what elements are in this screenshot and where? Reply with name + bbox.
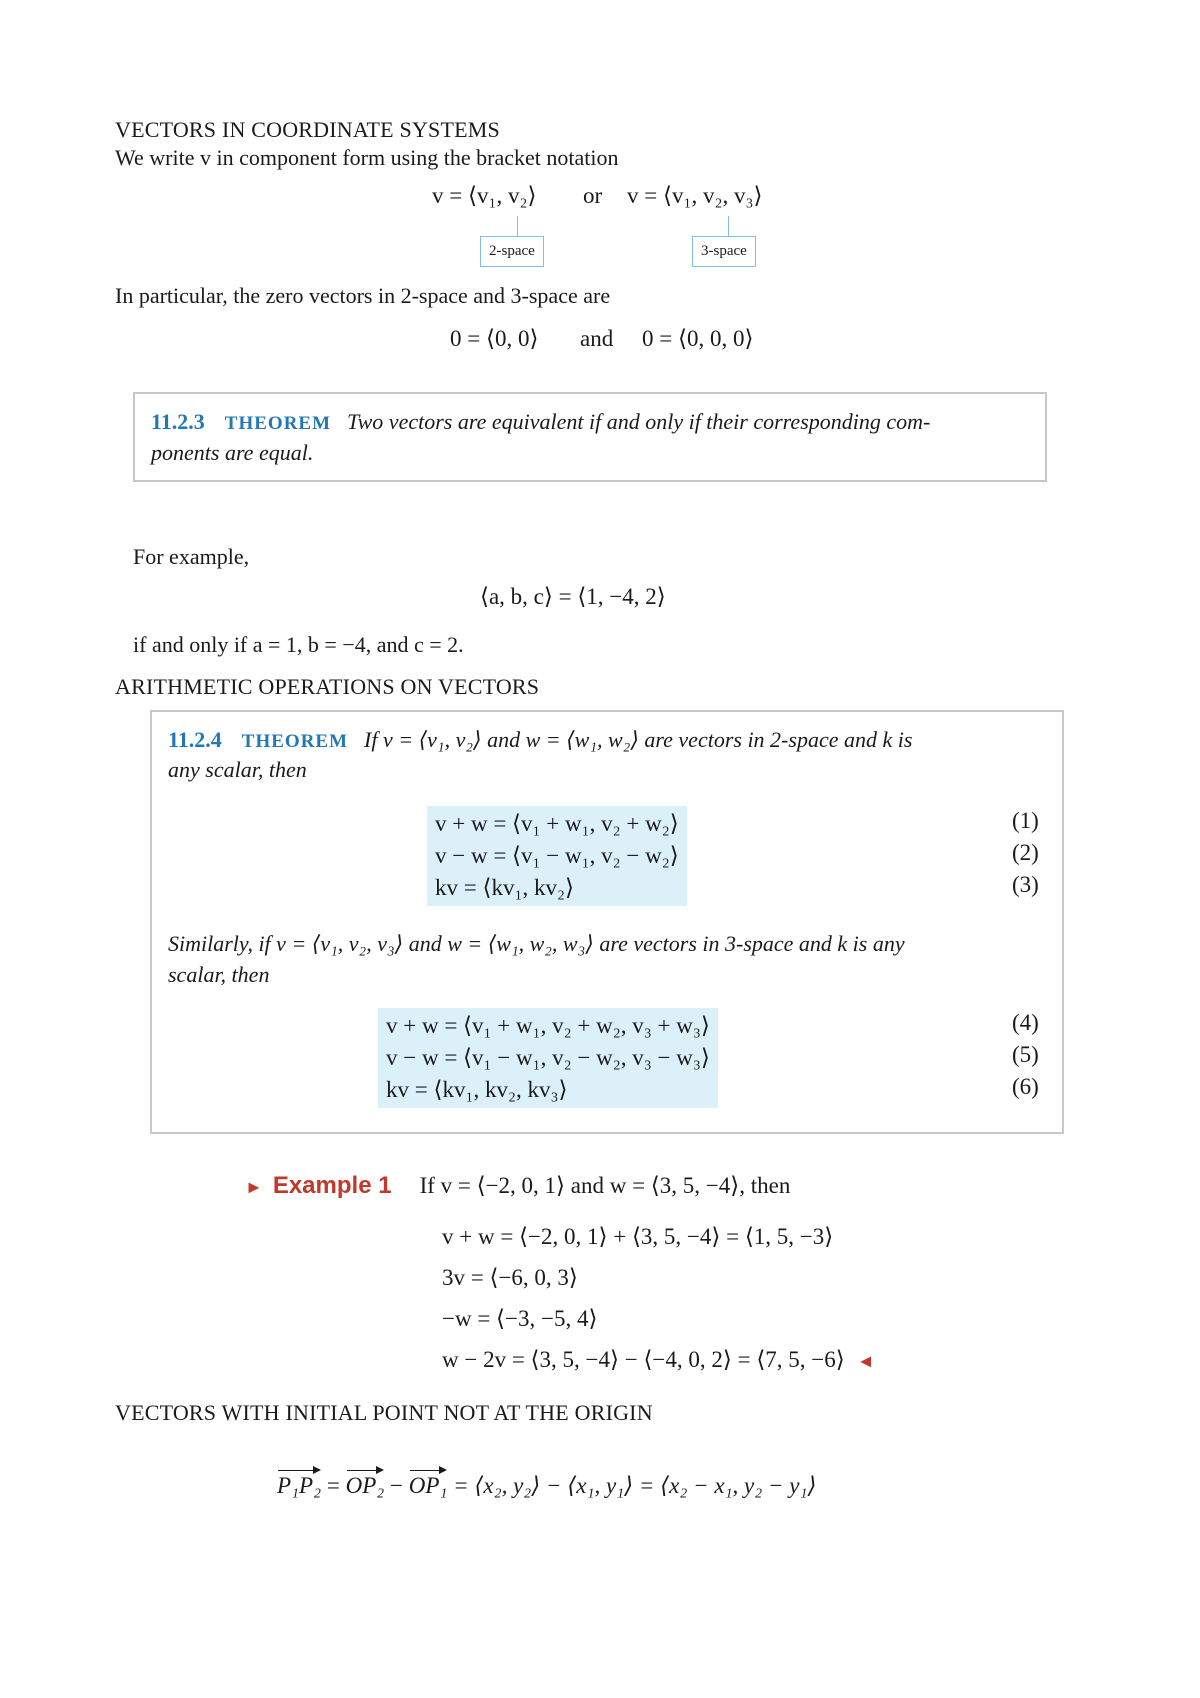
vector-op2: OP₂ bbox=[345, 1473, 385, 1498]
theorem-statement-line1: Two vectors are equivalent if and only if their corresponding com- bbox=[347, 409, 931, 434]
equation-4: v + w = ⟨v₁ + w₁, v₂ + w₂, v₃ + w₃⟩ bbox=[386, 1013, 710, 1038]
equation-3: kv = ⟨kv₁, kv₂⟩ bbox=[435, 875, 574, 900]
initial-point-formula bbox=[277, 1473, 816, 1499]
formula-rest: = ⟨x₂, y₂⟩ − ⟨x₁, y₁⟩ = ⟨x₂ − x₁, y₂ − y₁⟩ bbox=[453, 1473, 817, 1498]
label-connector-3space bbox=[728, 216, 729, 236]
label-3space: 3-space bbox=[692, 236, 756, 267]
example-line-1: v + w = ⟨−2, 0, 1⟩ + ⟨3, 5, −4⟩ = ⟨1, 5, −3⟩ bbox=[442, 1224, 834, 1249]
theorem-word: THEOREM bbox=[241, 731, 349, 752]
equivalence-condition: if and only if a = 1, b = −4, and c = 2. bbox=[133, 632, 464, 657]
zero-vectors-intro: In particular, the zero vectors in 2-space and 3-space are bbox=[115, 283, 611, 308]
component-form-3d: v = ⟨v₁, v₂, v₃⟩ bbox=[627, 183, 763, 208]
equation-number-6: (6) bbox=[1012, 1074, 1039, 1099]
zero-vector-3d: 0 = ⟨0, 0, 0⟩ bbox=[642, 326, 754, 351]
formula-minus: − bbox=[389, 1473, 403, 1498]
equations-3d-block bbox=[378, 1008, 718, 1108]
component-form-2d: v = ⟨v₁, v₂⟩ bbox=[432, 183, 537, 208]
theorem-number: 11.2.4 bbox=[168, 727, 222, 752]
theorem-11-2-3-box bbox=[133, 392, 1047, 482]
or-word: or bbox=[583, 183, 603, 208]
and-word: and bbox=[580, 326, 614, 351]
example-line-2: 3v = ⟨−6, 0, 3⟩ bbox=[442, 1265, 578, 1290]
bracket-notation-intro: We write v in component form using the bracket notation bbox=[115, 145, 619, 170]
example-1-lines bbox=[442, 1216, 875, 1382]
example-line-4 bbox=[442, 1339, 875, 1382]
theorem-statement-line2: ponents are equal. bbox=[151, 440, 314, 465]
equation-number-1: (1) bbox=[1012, 808, 1039, 833]
similarly-line1: Similarly, if v = ⟨v₁, v₂, v₃⟩ and w = ⟨w₁, w₂, w₃⟩ are vectors in 3-space and k is any bbox=[168, 931, 905, 956]
vector-op1: OP₁ bbox=[408, 1473, 448, 1498]
label-2space: 2-space bbox=[480, 236, 544, 267]
formula-equals: = bbox=[326, 1473, 340, 1498]
end-of-example-icon: ◄ bbox=[856, 1351, 875, 1371]
equivalence-equation: ⟨a, b, c⟩ = ⟨1, −4, 2⟩ bbox=[480, 584, 666, 609]
theorem-word: THEOREM bbox=[224, 413, 332, 434]
similarly-line2: scalar, then bbox=[168, 962, 270, 987]
example-line-4-text: w − 2v = ⟨3, 5, −4⟩ − ⟨−4, 0, 2⟩ = ⟨7, 5, −6⟩ bbox=[442, 1347, 845, 1372]
equation-number-5: (5) bbox=[1012, 1042, 1039, 1067]
example-1-header bbox=[245, 1172, 790, 1200]
theorem-intro-line1: If v = ⟨v₁, v₂⟩ and w = ⟨w₁, w₂⟩ are vectors in 2-space and k is bbox=[364, 727, 913, 752]
equation-number-4: (4) bbox=[1012, 1010, 1039, 1035]
heading-initial-point: VECTORS WITH INITIAL POINT NOT AT THE ORIGIN bbox=[115, 1400, 653, 1425]
equation-6: kv = ⟨kv₁, kv₂, kv₃⟩ bbox=[386, 1077, 568, 1102]
for-example-text: For example, bbox=[133, 544, 250, 569]
equation-5: v − w = ⟨v₁ − w₁, v₂ − w₂, v₃ − w₃⟩ bbox=[386, 1045, 710, 1070]
equations-2d-block bbox=[427, 806, 687, 906]
theorem-number: 11.2.3 bbox=[151, 409, 205, 434]
heading-arithmetic-operations: ARITHMETIC OPERATIONS ON VECTORS bbox=[115, 674, 540, 699]
label-connector-2space bbox=[517, 216, 518, 236]
example-intro: If v = ⟨−2, 0, 1⟩ and w = ⟨3, 5, −4⟩, then bbox=[419, 1173, 791, 1198]
heading-coordinate-systems: VECTORS IN COORDINATE SYSTEMS bbox=[115, 117, 500, 142]
theorem-11-2-4-box bbox=[150, 710, 1064, 1134]
example-marker-icon: ► bbox=[245, 1177, 263, 1197]
equation-number-2: (2) bbox=[1012, 840, 1039, 865]
equation-number-3: (3) bbox=[1012, 872, 1039, 897]
zero-vector-2d: 0 = ⟨0, 0⟩ bbox=[450, 326, 539, 351]
example-line-3: −w = ⟨−3, −5, 4⟩ bbox=[442, 1306, 598, 1331]
theorem-intro-line2: any scalar, then bbox=[168, 757, 307, 782]
equation-1: v + w = ⟨v₁ + w₁, v₂ + w₂⟩ bbox=[435, 811, 679, 836]
vector-p1p2: P₁P₂ bbox=[277, 1473, 322, 1498]
example-label: Example 1 bbox=[272, 1172, 392, 1199]
equation-2: v − w = ⟨v₁ − w₁, v₂ − w₂⟩ bbox=[435, 843, 679, 868]
